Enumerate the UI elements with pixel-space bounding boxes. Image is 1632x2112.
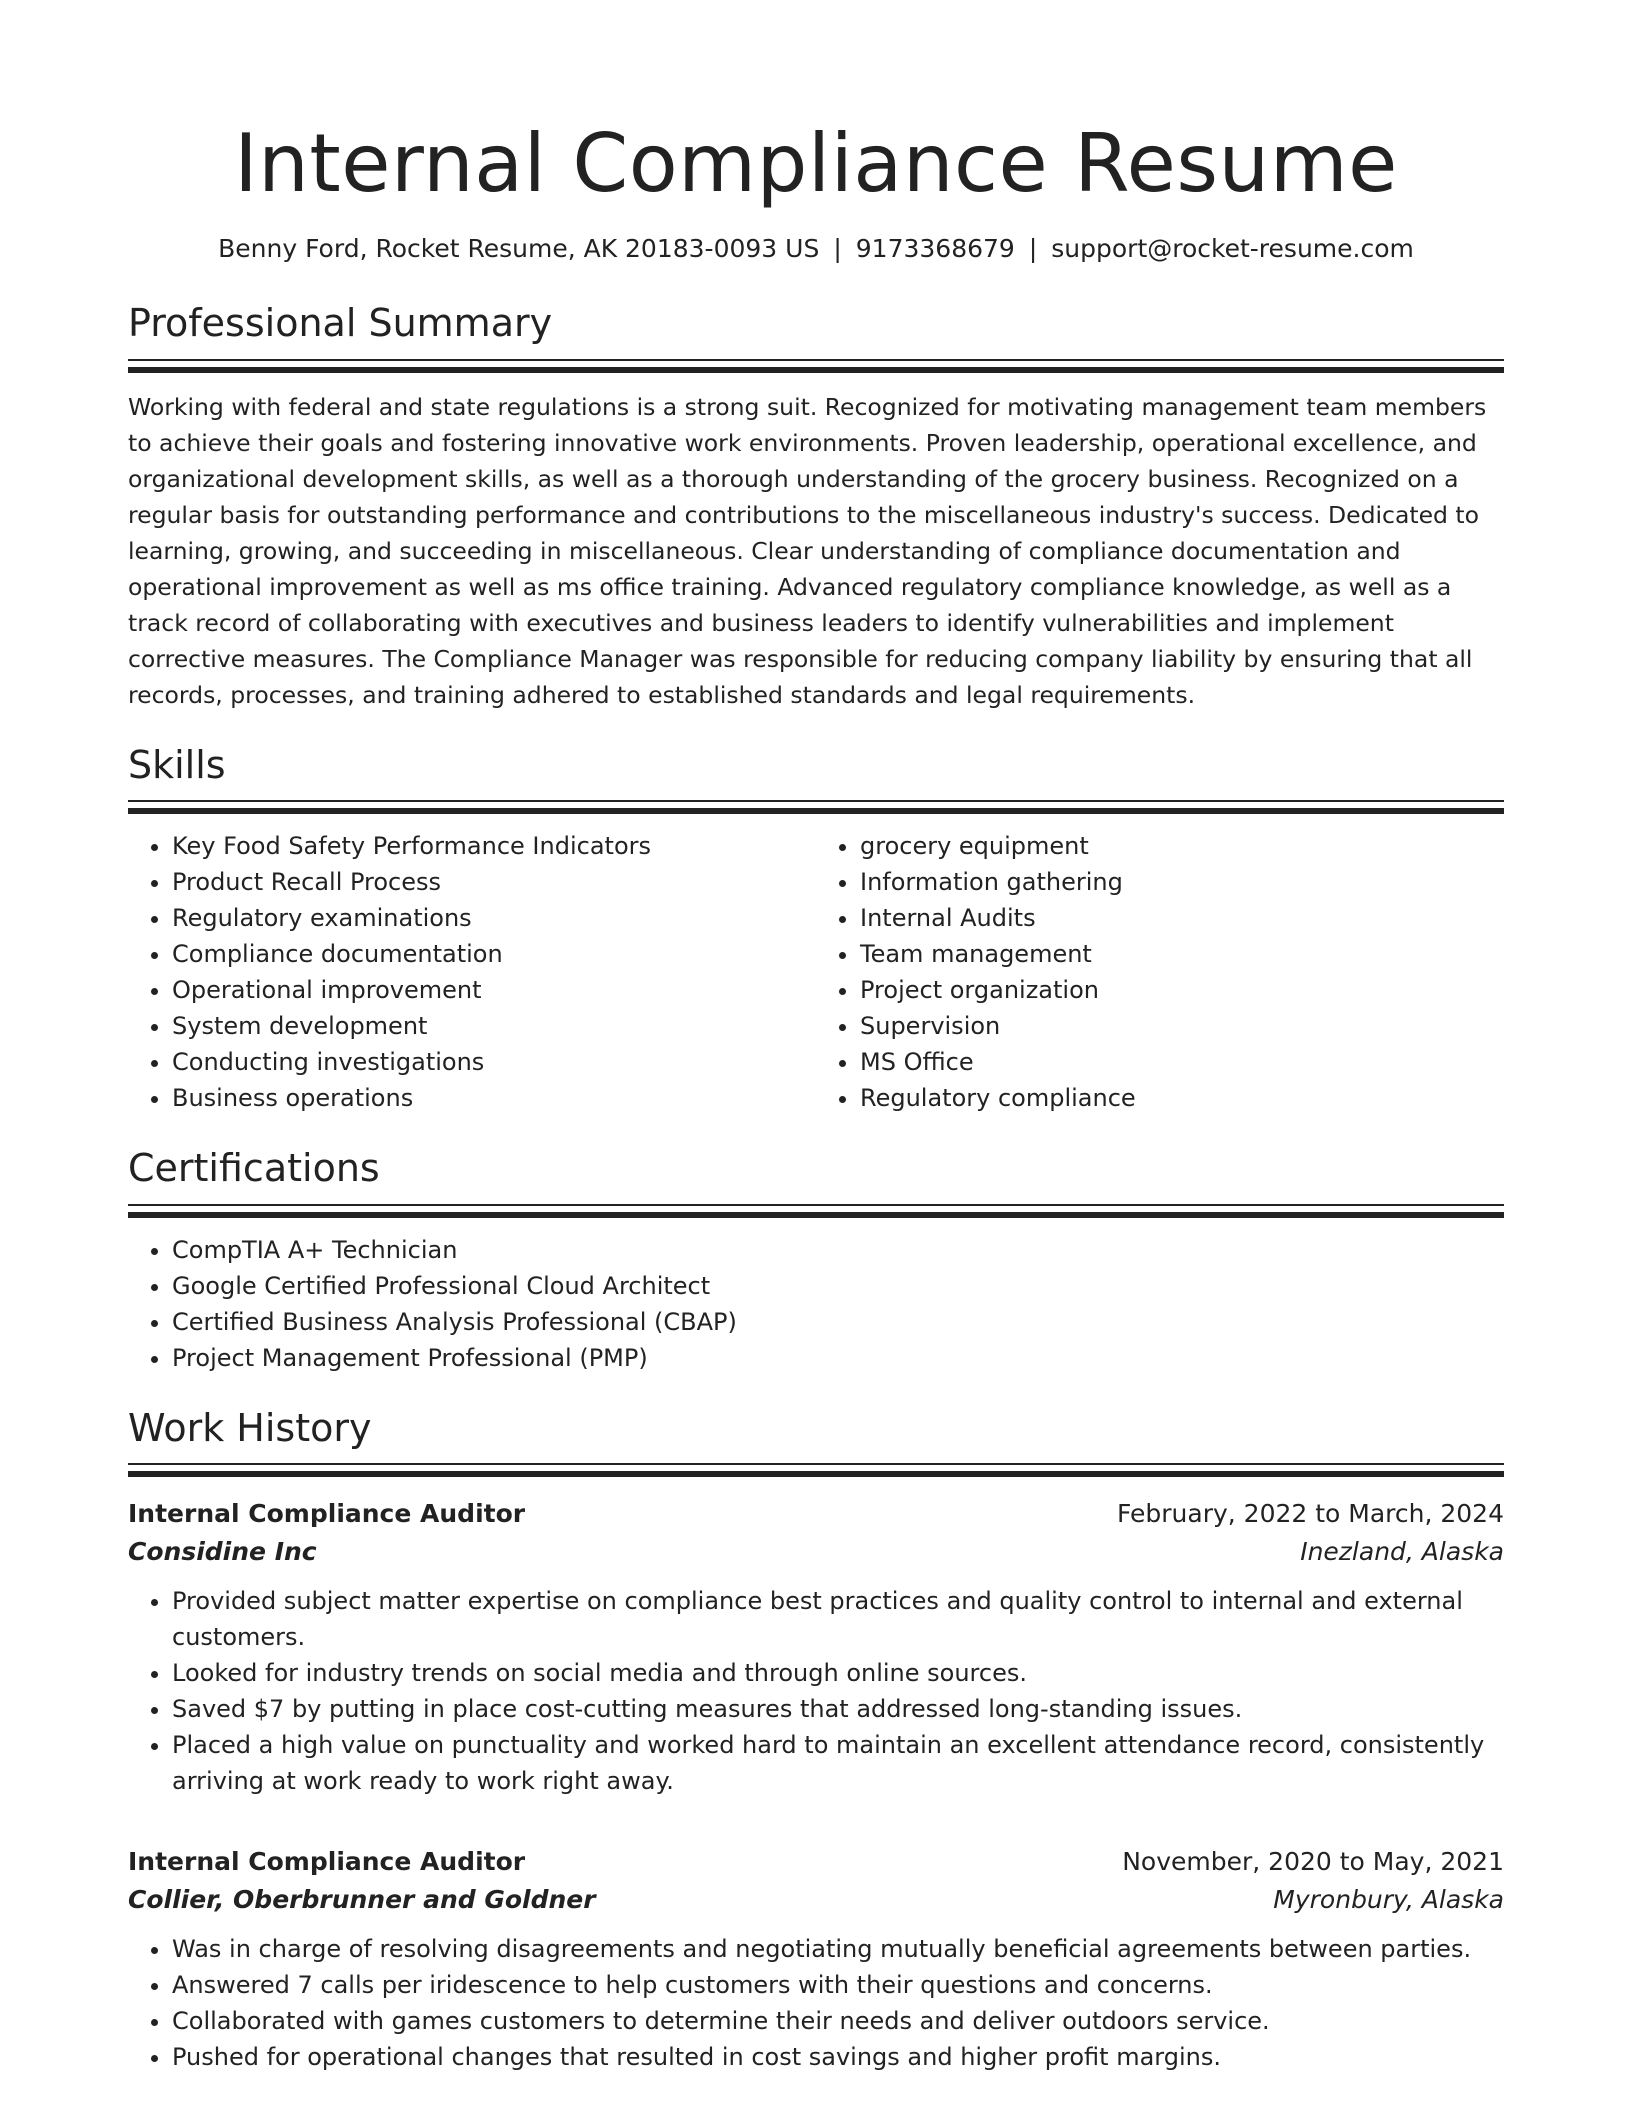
skill-item: • Operational improvement bbox=[172, 972, 816, 1008]
skills-columns bbox=[128, 828, 1504, 1116]
skill-item: • Internal Audits bbox=[860, 900, 1504, 936]
job-bullet: • Answered 7 calls per iridescence to help customers with their questions and concerns. bbox=[172, 1967, 1504, 2003]
job-bullets bbox=[128, 1583, 1504, 1799]
job-title: Internal Compliance Auditor bbox=[128, 1499, 526, 1529]
job-entry bbox=[128, 1495, 1504, 1799]
skill-item: • Regulatory examinations bbox=[172, 900, 816, 936]
summary-heading: Professional Summary bbox=[128, 301, 553, 345]
job-bullet: • Placed a high value on punctuality and worked hard to maintain an excellent attendance record, consistently arriving at work ready to work right away. bbox=[172, 1727, 1504, 1799]
certification-item: • Project Management Professional (PMP) bbox=[172, 1340, 1504, 1376]
job-title: Internal Compliance Auditor bbox=[128, 1847, 526, 1877]
skill-item: • Regulatory compliance bbox=[860, 1080, 1504, 1116]
contact-line bbox=[128, 234, 1504, 263]
skills-section bbox=[128, 743, 1504, 1117]
job-bullet: • Pushed for operational changes that resulted in cost savings and higher profit margins. bbox=[172, 2039, 1504, 2075]
skills-list-right bbox=[816, 828, 1504, 1116]
job-bullet: • Provided subject matter expertise on compliance best practices and quality control to internal and external customers. bbox=[172, 1583, 1504, 1655]
skill-item: • Supervision bbox=[860, 1008, 1504, 1044]
skill-item: • Project organization bbox=[860, 972, 1504, 1008]
skill-item: • Key Food Safety Performance Indicators bbox=[172, 828, 816, 864]
skill-item: • grocery equipment bbox=[860, 828, 1504, 864]
certification-item: • Google Certified Professional Cloud Architect bbox=[172, 1268, 1504, 1304]
contact-address: Benny Ford, Rocket Resume, AK 20183-0093 US bbox=[218, 234, 820, 263]
job-company: Collier, Oberbrunner and Goldner bbox=[128, 1885, 596, 1915]
job-entry bbox=[128, 1843, 1504, 2075]
certifications-section bbox=[128, 1146, 1504, 1376]
skill-item: • System development bbox=[172, 1008, 816, 1044]
summary-text: Working with federal and state regulations is a strong suit. Recognized for motivating management team members to achieve their goals and fostering innovative work environments. Proven leadership, operational excellence, and organizational development skills, as well as a thorough understanding of the grocery business. Recognized on a regular basis for outstanding performance and contributions to the miscellaneous industry's success. Dedicated to learning, growing, and succeeding in miscellaneous. Clear understanding of compliance documentation and operational improvement as well as ms office training. Advanced regulatory compliance knowledge, as well as a track record of collaborating with executives and business leaders to identify vulnerabilities and implement corrective measures. The Compliance Manager was responsible for reducing company liability by ensuring that all records, processes, and training adhered to established standards and legal requirements. bbox=[128, 392, 1487, 709]
certifications-heading: Certifications bbox=[128, 1146, 380, 1191]
section-divider bbox=[128, 800, 1504, 814]
job-company: Considine Inc bbox=[128, 1537, 317, 1567]
job-bullet: • Collaborated with games customers to determine their needs and deliver outdoors service. bbox=[172, 2003, 1504, 2039]
skill-item: • Compliance documentation bbox=[172, 936, 816, 972]
job-header-row bbox=[128, 1843, 1504, 1881]
job-dates: February, 2022 to March, 2024 bbox=[1116, 1499, 1504, 1529]
contact-email: support@rocket-resume.com bbox=[1051, 234, 1414, 263]
job-company-row bbox=[128, 1881, 1504, 1919]
skills-list-left bbox=[128, 828, 816, 1116]
skills-heading: Skills bbox=[128, 742, 226, 787]
work-history-section bbox=[128, 1406, 1504, 2076]
certification-item: • CompTIA A+ Technician bbox=[172, 1232, 1504, 1268]
section-divider bbox=[128, 1463, 1504, 1477]
job-bullet: • Saved $7 by putting in place cost-cutting measures that addressed long-standing issues. bbox=[172, 1691, 1504, 1727]
job-header-row bbox=[128, 1495, 1504, 1533]
skill-item: • Business operations bbox=[172, 1080, 816, 1116]
section-divider bbox=[128, 359, 1504, 373]
job-bullet: • Looked for industry trends on social media and through online sources. bbox=[172, 1655, 1504, 1691]
skill-item: • Conducting investigations bbox=[172, 1044, 816, 1080]
section-divider bbox=[128, 1204, 1504, 1218]
skill-item: • MS Office bbox=[860, 1044, 1504, 1080]
skill-item: • Product Recall Process bbox=[172, 864, 816, 900]
work-history-heading: Work History bbox=[128, 1405, 372, 1450]
job-location: Myronbury, Alaska bbox=[1273, 1885, 1504, 1915]
job-dates: November, 2020 to May, 2021 bbox=[1122, 1847, 1504, 1877]
skill-item: • Information gathering bbox=[860, 864, 1504, 900]
job-location: Inezland, Alaska bbox=[1300, 1537, 1504, 1567]
summary-section bbox=[128, 301, 1504, 713]
contact-phone: 9173368679 bbox=[855, 234, 1015, 263]
job-company-row bbox=[128, 1533, 1504, 1571]
contact-separator: | bbox=[1028, 234, 1038, 263]
contact-separator: | bbox=[833, 234, 842, 263]
resume-title: Internal Compliance Resume bbox=[234, 117, 1398, 210]
job-bullets bbox=[128, 1931, 1504, 2075]
certifications-list bbox=[128, 1232, 1504, 1376]
job-bullet: • Was in charge of resolving disagreements and negotiating mutually beneficial agreements between parties. bbox=[172, 1931, 1504, 1967]
certification-item: • Certified Business Analysis Professional (CBAP) bbox=[172, 1304, 1504, 1340]
skill-item: • Team management bbox=[860, 936, 1504, 972]
